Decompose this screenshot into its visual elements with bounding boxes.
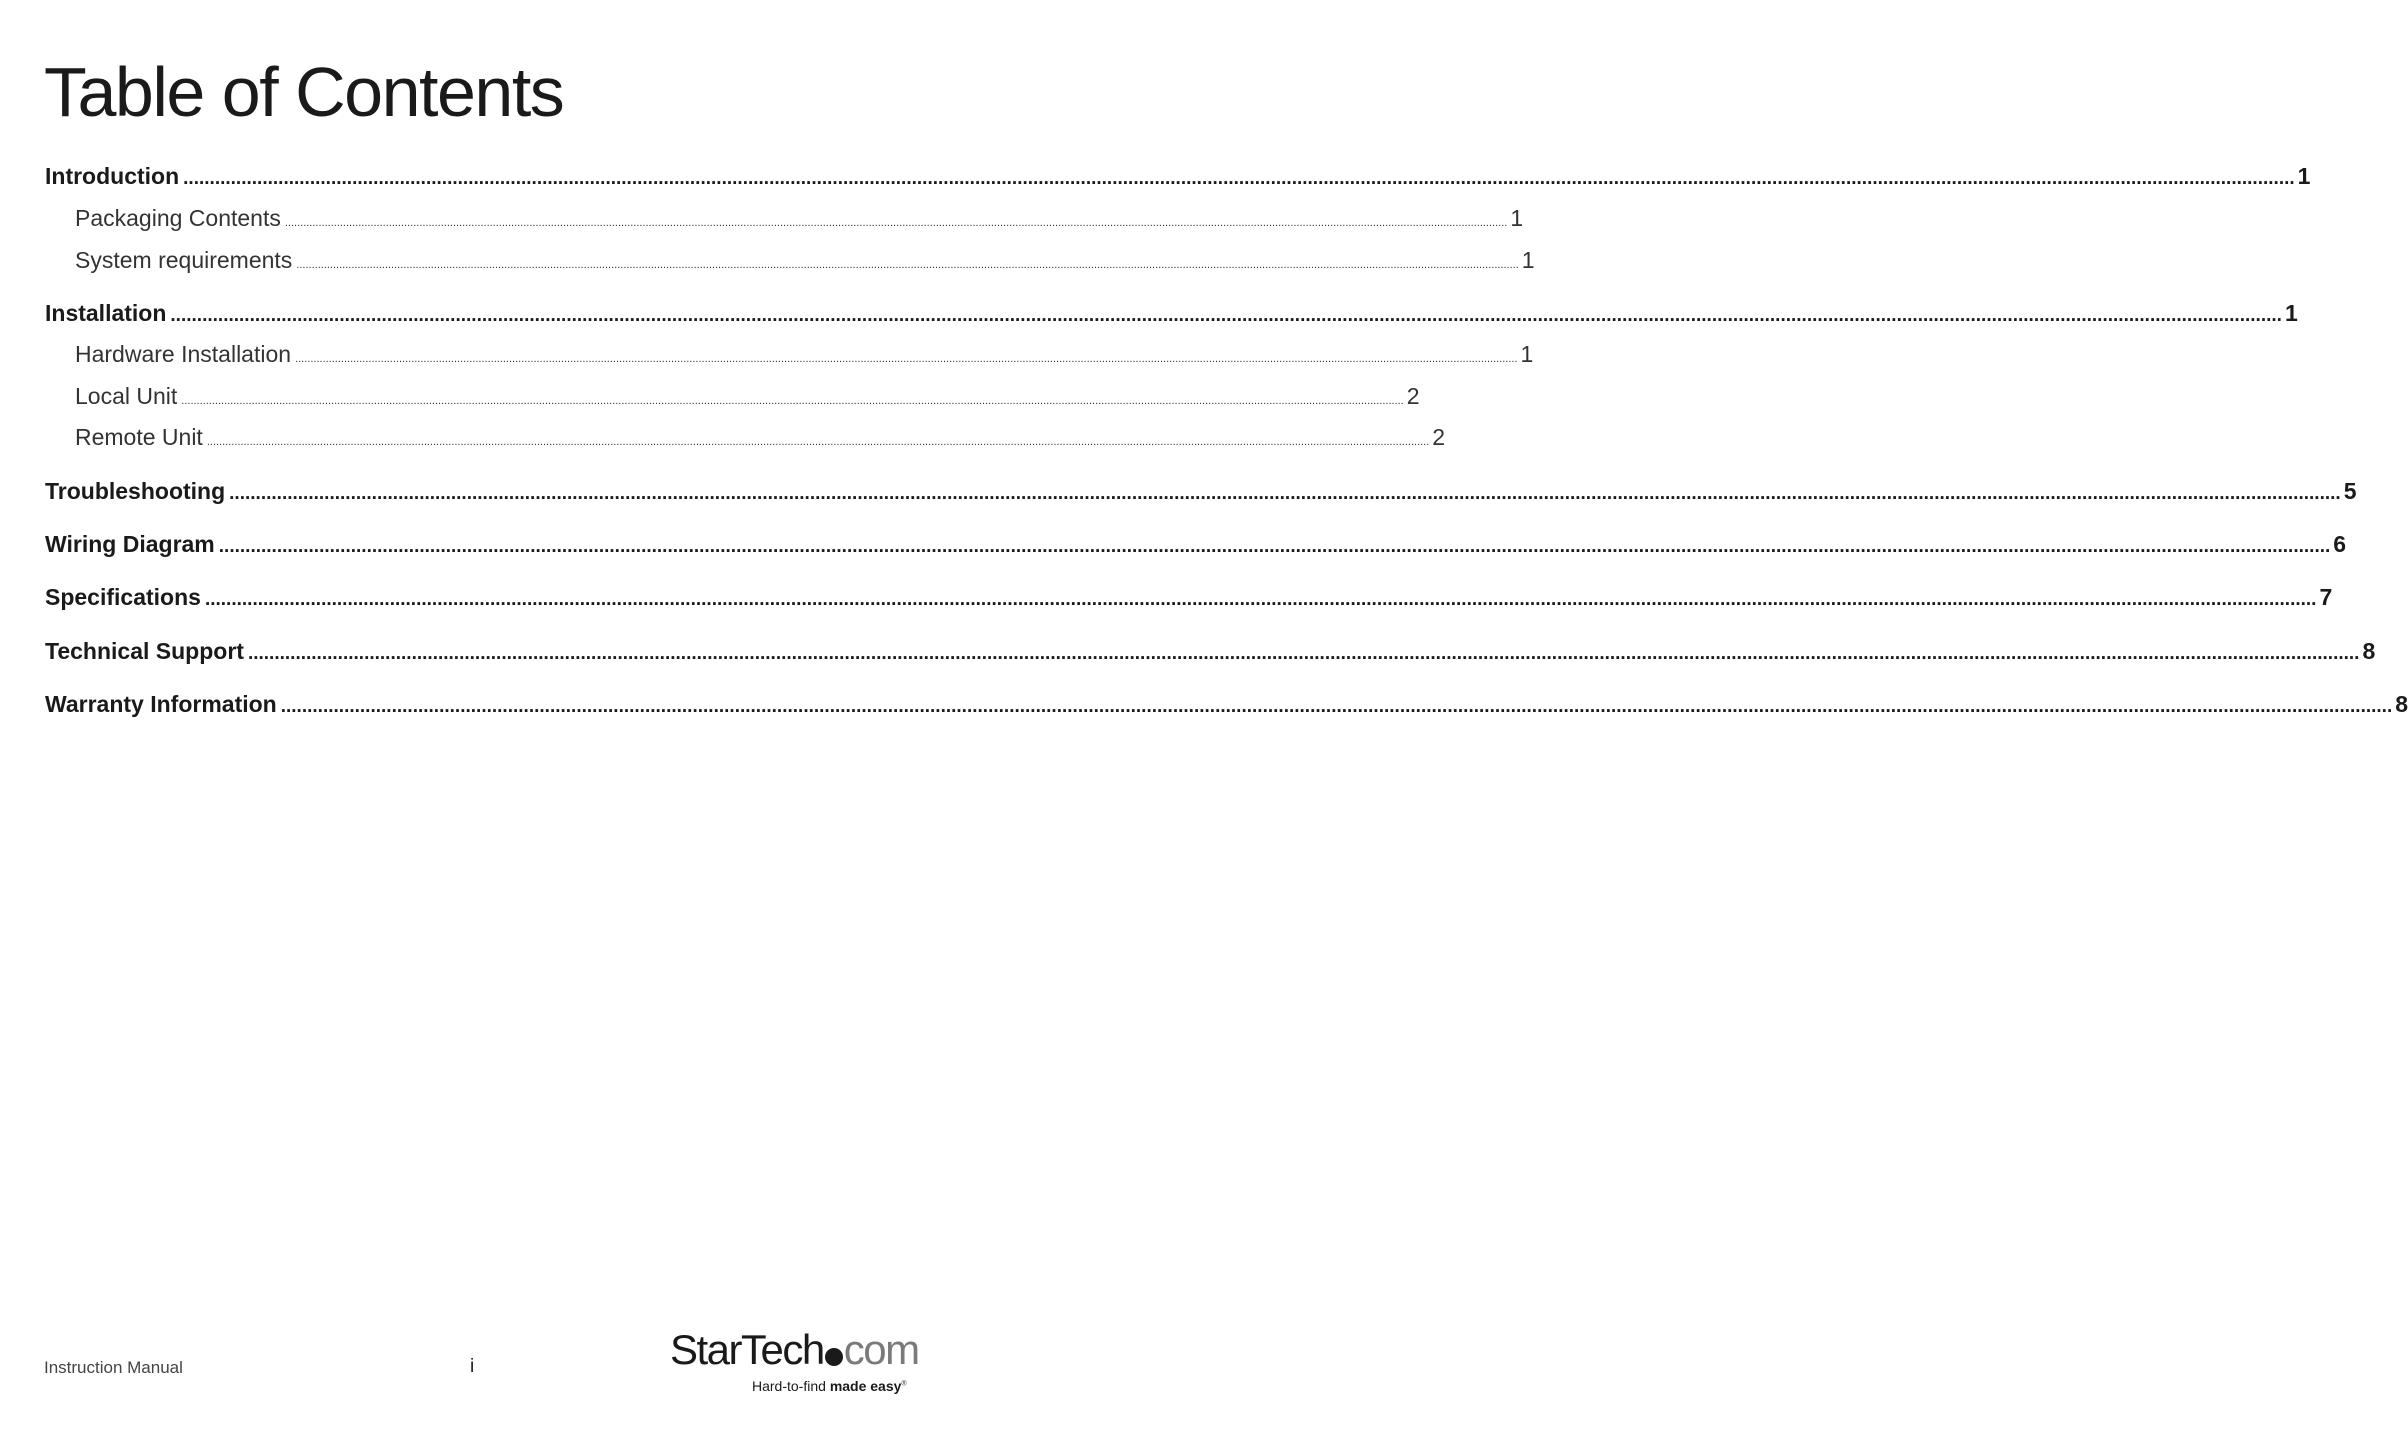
toc-entry-page: 1 [1520, 341, 1534, 367]
toc-entry-installation[interactable] [45, 300, 2298, 327]
logo-tagline [752, 1378, 907, 1394]
toc-entry-packaging-contents[interactable] [45, 205, 1524, 232]
toc-entry-page: 8 [2395, 691, 2408, 717]
toc-entry-local-unit[interactable] [45, 383, 1420, 410]
toc-entry-warranty-information[interactable] [45, 691, 2408, 718]
toc-entry-troubleshooting[interactable] [45, 478, 2357, 505]
toc-entry-label: System requirements [75, 247, 293, 273]
startech-logo [670, 1326, 920, 1396]
toc-entry-label: Introduction [45, 163, 180, 189]
toc-entry-label: Technical Support [45, 638, 244, 664]
toc-entry-wiring-diagram[interactable] [45, 531, 2347, 558]
toc-entry-label: Hardware Installation [75, 341, 292, 367]
toc-entry-hardware-installation[interactable] [45, 341, 1534, 368]
toc-dot-leader: ................................................................................................................................................................................................................................................................................................................................................................................................................ [296, 259, 1519, 271]
toc-entry-label: Packaging Contents [75, 205, 281, 231]
logo-brand: StarTech [670, 1326, 824, 1373]
toc-entry-label: Troubleshooting [45, 478, 226, 504]
toc-dot-leader: ................................................................................................................................................................................................................................................................................................................................................................................................................ [295, 353, 1518, 365]
toc-entry-page: 1 [2297, 163, 2311, 189]
registered-mark: ® [901, 1380, 907, 1388]
toc-dot-leader: ................................................................................................................................................................................................................................................................................................................................................................................................................ [247, 643, 2360, 664]
toc-dot-leader: ................................................................................................................................................................................................................................................................................................................................................................................................................ [170, 305, 2282, 326]
toc-entry-page: 6 [2333, 531, 2347, 557]
toc-dot-leader: ................................................................................................................................................................................................................................................................................................................................................................................................................ [284, 217, 1508, 229]
toc-dot-leader: ................................................................................................................................................................................................................................................................................................................................................................................................................ [204, 589, 2317, 610]
toc-entry-page: 1 [2284, 300, 2298, 326]
toc-entry-introduction[interactable] [45, 163, 2311, 190]
toc-entry-page: 2 [1432, 424, 1446, 450]
toc-entry-page: 2 [1406, 383, 1420, 409]
toc-entry-label: Remote Unit [75, 424, 203, 450]
toc-dot-leader: ................................................................................................................................................................................................................................................................................................................................................................................................................ [181, 395, 1404, 407]
logo-dot-icon [825, 1348, 843, 1366]
toc-entry-page: 8 [2362, 638, 2376, 664]
toc-entry-specifications[interactable] [45, 584, 2333, 611]
toc-entry-technical-support[interactable] [45, 638, 2376, 665]
toc-entry-page: 7 [2319, 584, 2333, 610]
toc-entry-label: Wiring Diagram [45, 531, 215, 557]
toc-dot-leader: ................................................................................................................................................................................................................................................................................................................................................................................................................ [206, 436, 1430, 448]
toc-entry-label: Installation [45, 300, 167, 326]
toc-dot-leader: ................................................................................................................................................................................................................................................................................................................................................................................................................ [183, 168, 2295, 189]
tagline-text: Hard-to-find [752, 1378, 830, 1394]
footer-page-number: i [470, 1356, 475, 1377]
toc-entry-system-requirements[interactable] [45, 247, 1535, 274]
page-title: Table of Contents [44, 53, 564, 131]
toc-entry-page: 1 [1510, 205, 1524, 231]
logo-wordmark [670, 1326, 919, 1374]
toc-entry-label: Specifications [45, 584, 201, 610]
tagline-bold-text: made easy [829, 1378, 902, 1394]
toc-entry-remote-unit[interactable] [45, 424, 1446, 451]
logo-domain: com [843, 1326, 919, 1373]
toc-entry-label: Local Unit [75, 383, 178, 409]
toc-dot-leader: ................................................................................................................................................................................................................................................................................................................................................................................................................ [218, 536, 2331, 557]
toc-entry-label: Warranty Information [45, 691, 277, 717]
toc-entry-page: 5 [2343, 478, 2357, 504]
toc-entry-page: 1 [1521, 247, 1535, 273]
toc-dot-leader: ................................................................................................................................................................................................................................................................................................................................................................................................................ [280, 696, 2393, 717]
footer-manual-label: Instruction Manual [44, 1358, 183, 1377]
toc-dot-leader: ................................................................................................................................................................................................................................................................................................................................................................................................................ [229, 483, 2341, 504]
